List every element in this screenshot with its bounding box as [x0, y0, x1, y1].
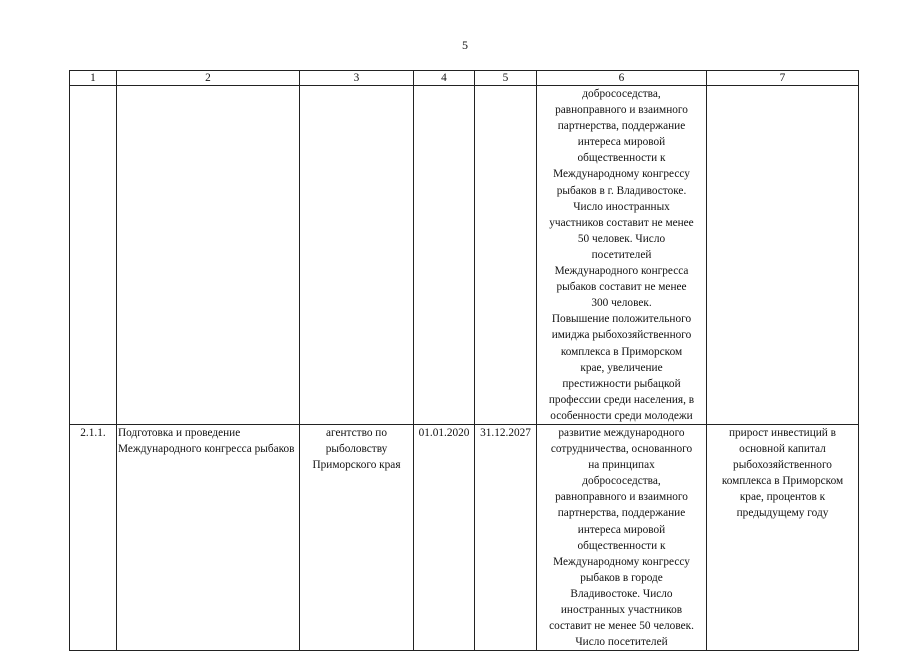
event-name-cell: Подготовка и проведение Международного конгресса рыбаков [117, 424, 300, 650]
expected-result-cell: развитие международного сотрудничества, основанного на принципах добрососедства, равноправного и взаимного партнерства, поддержание интереса мировой общественности к Международному конгрессу рыбаков в городе Владивостоке. Число иностранных участников составит не менее 50 человек. Число посетителей [537, 424, 707, 650]
row-number-cell: 2.1.1. [70, 424, 117, 650]
col-header-7: 7 [707, 71, 859, 86]
page-number: 5 [462, 38, 468, 52]
indicator-cell [707, 86, 859, 425]
col-header-1: 1 [70, 71, 117, 86]
header-row [70, 71, 859, 86]
table-row [70, 424, 859, 650]
col-header-6: 6 [537, 71, 707, 86]
start-date-cell: 01.01.2020 [414, 424, 475, 650]
col-header-5: 5 [475, 71, 537, 86]
col-header-3: 3 [300, 71, 414, 86]
event-name-cell [117, 86, 300, 425]
end-date-cell [475, 86, 537, 425]
expected-result-cell: добрососедства, равноправного и взаимного партнерства, поддержание интереса мировой общественности к Международному конгрессу рыбаков в г. Владивостоке. Число иностранных участников составит не менее 50 человек. Число посетителей Международного конгресса рыбаков составит не менее 300 человек. Повышение положительного имиджа рыбохозяйственного комплекса в Приморском крае, увеличение престижности рыбацкой профессии среди населения, в особенности среди молодежи [537, 86, 707, 425]
col-header-2: 2 [117, 71, 300, 86]
executor-cell: агентство по рыболовству Приморского края [300, 424, 414, 650]
table-row [70, 86, 859, 425]
row-number-cell [70, 86, 117, 425]
executor-cell [300, 86, 414, 425]
col-header-4: 4 [414, 71, 475, 86]
program-table [69, 70, 859, 651]
indicator-cell: прирост инвестиций в основной капитал рыбохозяйственного комплекса в Приморском крае, процентов к предыдущему году [707, 424, 859, 650]
end-date-cell: 31.12.2027 [475, 424, 537, 650]
start-date-cell [414, 86, 475, 425]
